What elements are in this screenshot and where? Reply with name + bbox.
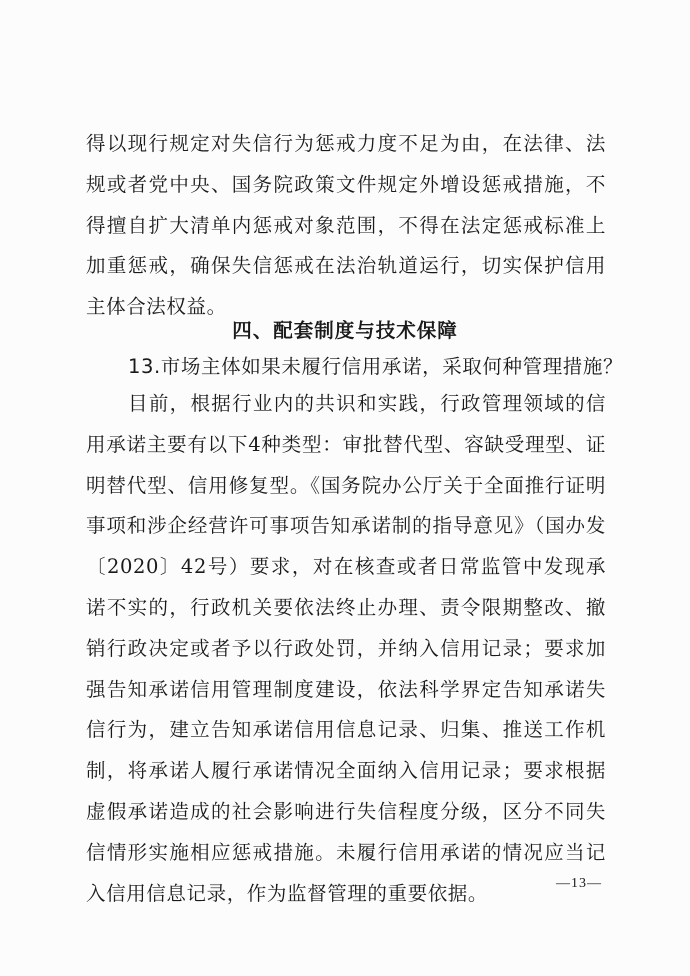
answer-13-text: 目前，根据行业内的共识和实践，行政管理领域的信用承诺主要有以下4种类型：审批替代型、容缺受理型、证明替代型、信用修复型。《国务院办公厅关于全面推行证明事项和涉企经营许可事项告知承诺制的指导意见》（国办发〔2020〕42号）要求，对在核查或者日常监管中发现承诺不实的，行政机关要依法终止办理、责令限期整改、撤销行政决定或者予以行政处罚，并纳入信用记录；要求加强告知承诺信用管理制度建设，依法科学界定告知承诺失信行为，建立告知承诺信用信息记录、归集、推送工作机制，将承诺人履行承诺情况全面纳入信用记录；要求根据虚假承诺造成的社会影响进行失信程度分级，区分不同失信情形实施相应惩戒措施。未履行信用承诺的情况应当记入信用信息记录，作为监督管理的重要依据。 [86,392,606,905]
page-number: —13— [556,876,602,891]
question-13: 13.市场主体如果未履行信用承诺，采取何种管理措施？ [128,355,624,378]
section-heading: 四、配套制度与技术保障 [232,319,458,342]
paragraph-continued-text: 得以现行规定对失信行为惩戒力度不足为由，在法律、法规或者党中央、国务院政策文件规定外增设惩戒措施，不得擅自扩大清单内惩戒对象范围，不得在法定惩戒标准上加重惩戒，确保失信惩戒在法治轨道运行，切实保护信用主体合法权益。 [86,132,606,319]
answer-13 [86,384,606,914]
paragraph-continued [86,124,606,328]
